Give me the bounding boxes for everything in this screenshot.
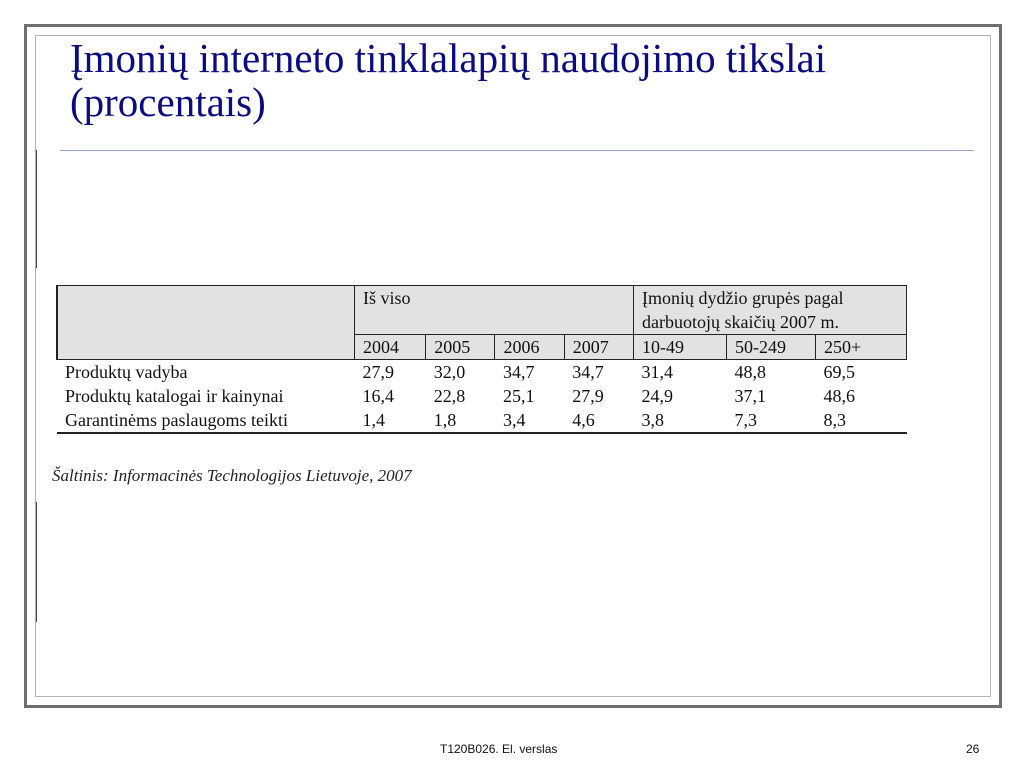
left-edge-mark-lower (36, 502, 37, 622)
table-row (57, 384, 907, 408)
row-label: Produktų vadyba (65, 362, 188, 382)
cell-value: 48,6 (823, 386, 855, 406)
cell-value: 25,1 (502, 386, 535, 406)
cell-value: 24,9 (641, 386, 673, 406)
table-corner-cell (57, 286, 355, 360)
cell-value: 22,8 (433, 386, 466, 406)
cell-value: 1,8 (426, 408, 495, 433)
table-row (57, 408, 907, 433)
row-label: Produktų katalogai ir kainynai (65, 386, 284, 406)
size-header: 250+ (816, 335, 907, 360)
size-header: 10-49 (634, 335, 727, 360)
cell-value: 3,4 (495, 408, 564, 433)
year-header: 2004 (355, 335, 426, 360)
cell-value: 37,1 (734, 386, 766, 406)
cell-value: 34,7 (502, 362, 535, 382)
size-header: 50-249 (727, 335, 816, 360)
cell-value: 32,0 (433, 362, 466, 382)
table-row (57, 360, 907, 385)
year-header: 2006 (495, 335, 564, 360)
cell-value: 1,4 (355, 408, 426, 433)
cell-value: 31,4 (641, 362, 673, 382)
title-divider (60, 150, 974, 151)
cell-value: 27,9 (572, 386, 604, 406)
page-number: 26 (966, 742, 980, 756)
source-note: Šaltinis: Informacinės Technologijos Lietuvoje, 2007 (52, 466, 412, 485)
cell-value: 3,8 (634, 408, 727, 433)
data-table (56, 285, 907, 434)
footer-course: T120B026. El. verslas (440, 742, 558, 756)
cell-value: 69,5 (823, 362, 855, 382)
year-header: 2005 (426, 335, 495, 360)
cell-value: 7,3 (727, 408, 816, 433)
cell-value: 27,9 (362, 362, 394, 382)
year-header: 2007 (564, 335, 633, 360)
cell-value: 4,6 (564, 408, 633, 433)
header-total-group: Iš viso (355, 286, 634, 335)
cell-value: 48,8 (734, 362, 766, 382)
row-label: Garantinėms paslaugoms teikti (57, 408, 355, 433)
cell-value: 34,7 (572, 362, 604, 382)
header-size-group: Įmonių dydžio grupės pagal darbuotojų skaičių 2007 m. (634, 286, 907, 335)
cell-value: 8,3 (816, 408, 907, 433)
slide-title: Įmonių interneto tinklalapių naudojimo tikslai (procentais) (70, 35, 827, 125)
left-edge-mark (36, 150, 37, 268)
cell-value: 16,4 (362, 386, 394, 406)
